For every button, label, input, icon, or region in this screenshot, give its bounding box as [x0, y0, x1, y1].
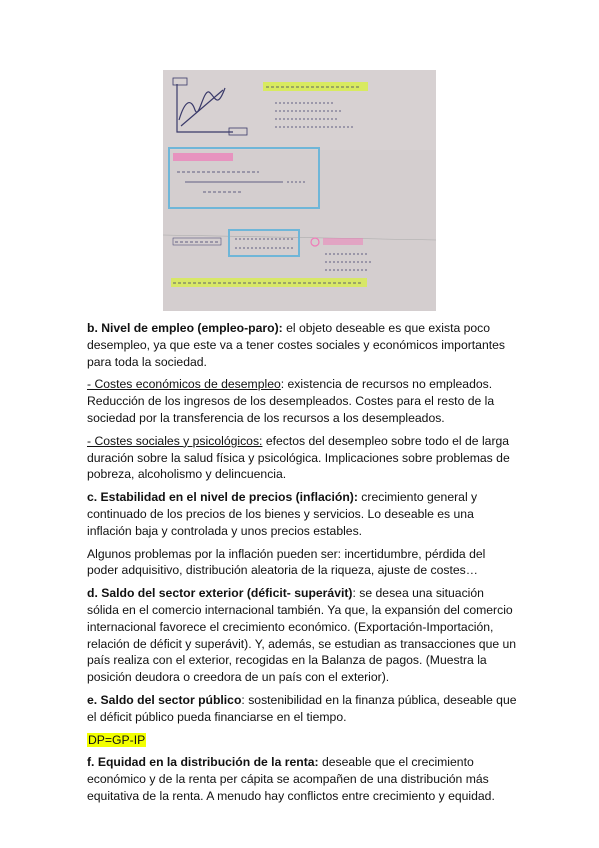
section-e-title: e. Saldo del sector público [87, 692, 242, 707]
section-e [87, 692, 517, 726]
problemas-body: Algunos problemas por la inflación pueden ser: incertidumbre, pérdida del poder adquisitivo, distribución aleatoria de la riqueza, ajuste de costes… [87, 546, 486, 578]
costes-sociales-title: - Costes sociales y psicológicos: [87, 433, 263, 448]
costes-economicos-title: - Costes económicos de desempleo [87, 377, 281, 392]
section-b-body: el objeto deseable es que exista poco desempleo, ya que este va a tener costes sociales y económicos importantes para toda la sociedad. [87, 321, 505, 369]
section-e-body: : sostenibilidad en la finanza pública, deseable que el déficit público pueda financiarse en el tiempo. [87, 692, 517, 724]
section-problemas [87, 546, 517, 580]
section-c-body: crecimiento general y continuado de los precios de los bienes y servicios. Lo deseable es una inflación baja y controlada y unos precios estables. [87, 490, 478, 538]
costes-sociales-body: efectos del desempleo sobre todo el de larga duración sobre la salud física y psicológica. Implicaciones sobre problemas de pobreza, alcoholismo y delincuencia. [87, 433, 510, 482]
section-costes-economicos [87, 376, 517, 426]
handwritten-notes-drawing [163, 70, 436, 311]
section-formula [87, 732, 517, 749]
section-costes-sociales [87, 433, 517, 483]
section-f-body: deseable que el crecimiento económico y de la renta per cápita se acompañen de una distribución más equitativa de la renta. A menudo hay conflictos entre crecimiento y equidad. [87, 755, 495, 803]
costes-economicos-body: : existencia de recursos no empleados. Reducción de los ingresos de los desempleados. Costes para el resto de la sociedad por la transferencia de los recursos a los desempleados. [87, 377, 495, 425]
section-d-title: d. Saldo del sector exterior (déficit- superávit) [87, 586, 353, 601]
section-d-body: : se desea una situación sólida en el comercio internacional también. Ya que, la expansión del comercio internacional favorece el crecimiento económico. (Exportación-Importación, relación de déficit y superávit). Y, además, se estudian as transacciones que un país realiza con el exterior, recogidas en la Balanza de pagos. (Muestra la posición deudora o creedora de un país con el exterior). [87, 586, 517, 685]
section-b [87, 320, 517, 370]
document-body [87, 320, 517, 811]
notebook-photo [163, 70, 436, 311]
section-c [87, 489, 517, 539]
section-d [87, 585, 517, 686]
section-f [87, 754, 517, 804]
formula-highlight: DP=GP-IP [88, 732, 146, 747]
section-b-title: b. Nivel de empleo (empleo-paro): [87, 321, 283, 335]
section-f-title: f. Equidad en la distribución de la renta: [87, 755, 319, 770]
section-c-title: c. Estabilidad en el nivel de precios (inflación): [87, 490, 358, 505]
